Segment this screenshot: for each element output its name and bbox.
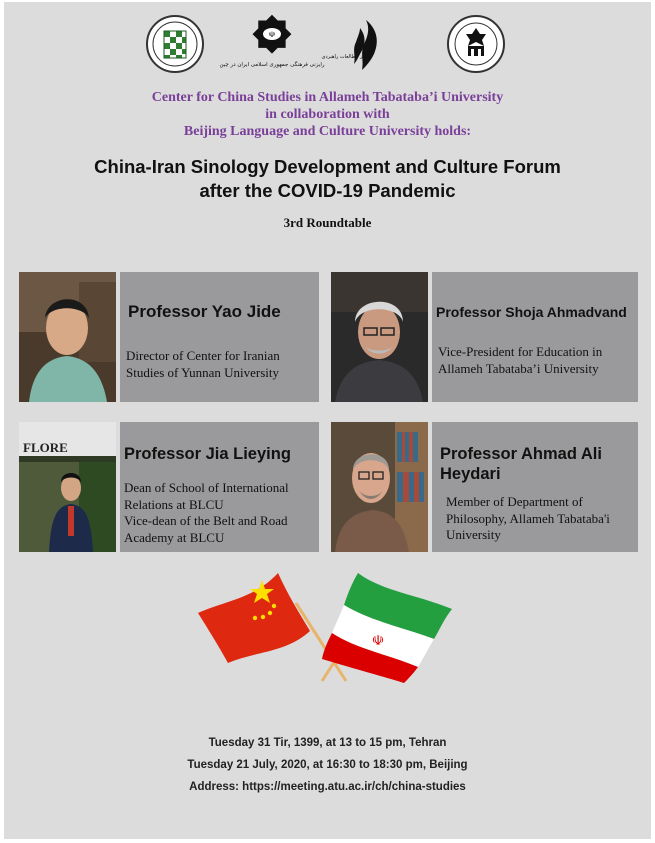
china-university-seal-icon (145, 14, 205, 74)
logo-row (4, 14, 651, 84)
speaker-description-line: Vice-dean of the Belt and Road (124, 513, 288, 528)
speaker-photo (19, 422, 116, 552)
speaker-card (331, 272, 638, 402)
beijing-time: Tuesday 21 July, 2020, at 16:30 to 18:30 pm, Beijing (187, 759, 468, 771)
speaker-description-line: Member of Department of (446, 494, 583, 509)
speaker-description-line: Dean of School of International (124, 480, 289, 495)
speaker-name (440, 444, 634, 484)
organizer-line-2: in collaboration with (265, 107, 390, 122)
speaker-card (19, 272, 319, 402)
organizer-line-1: Center for China Studies in Allameh Tabataba’i University (151, 90, 504, 105)
speaker-description (126, 348, 315, 381)
speaker-description-line: Relations at BLCU (124, 496, 224, 512)
iran-flag-icon (322, 573, 452, 683)
organizer-line-3: Beijing Language and Culture University holds: (183, 124, 472, 139)
roundtable-subtitle: 3rd Roundtable (283, 215, 372, 230)
speaker-name-line: Professor Ahmad Ali (440, 445, 602, 463)
speaker-info-panel (432, 422, 638, 552)
atu-seal-icon (446, 14, 506, 74)
speaker-name: Professor Jia Lieying (124, 445, 291, 463)
speaker-description-line: Studies of Yunnan University (126, 364, 279, 380)
svg-text:FLORE: FLORE (23, 440, 68, 455)
speaker-description-line: Director of Center for Iranian (126, 348, 280, 363)
speaker-card (331, 422, 638, 552)
poster (4, 2, 651, 839)
speaker-info-panel (120, 272, 319, 402)
speaker-card (19, 422, 319, 552)
speaker-description (124, 480, 315, 546)
speaker-description-line: Allameh Tabataba’i University (438, 360, 599, 376)
forum-title-line-1: China-Iran Sinology Development and Culture Forum (94, 156, 561, 177)
speaker-description (446, 494, 634, 544)
speaker-name: Professor Shoja Ahmadvand (436, 304, 627, 320)
speaker-description-line: University (446, 527, 501, 542)
forum-title-line-2: after the COVID-19 Pandemic (199, 180, 456, 201)
china-flag-icon (198, 573, 310, 663)
svg-text:☫: ☫ (268, 30, 276, 39)
speaker-description-line: Vice-President for Education in (438, 344, 603, 359)
speaker-info-panel (120, 422, 319, 552)
svg-text:☫: ☫ (371, 633, 385, 649)
speaker-info-panel (432, 272, 638, 402)
speaker-description (438, 344, 634, 377)
svg-text:رایزنی فرهنگی جمهوری اسلامی ای: رایزنی فرهنگی جمهوری اسلامی ایران در چین (219, 62, 325, 68)
svg-text:مرکز مطالعات راهبردی: مرکز مطالعات راهبردی (321, 54, 371, 60)
speaker-description-line: Philosophy, Allameh Tabataba'i (446, 510, 610, 526)
speaker-photo (331, 272, 428, 402)
tehran-time: Tuesday 31 Tir, 1399, at 13 to 15 pm, Tehran (208, 737, 447, 749)
research-center-emblem-icon (321, 14, 396, 76)
speaker-photo (19, 272, 116, 402)
speaker-description-line: Academy at BLCU (124, 529, 225, 545)
crossed-flags (194, 565, 474, 685)
speaker-name-line: Heydari (440, 465, 501, 483)
speaker-photo (331, 422, 428, 552)
speaker-name: Professor Yao Jide (128, 302, 281, 321)
cultural-center-emblem-icon (219, 14, 325, 76)
meeting-address-link[interactable]: Address: https://meeting.atu.ac.ir/ch/china-studies (189, 781, 466, 793)
